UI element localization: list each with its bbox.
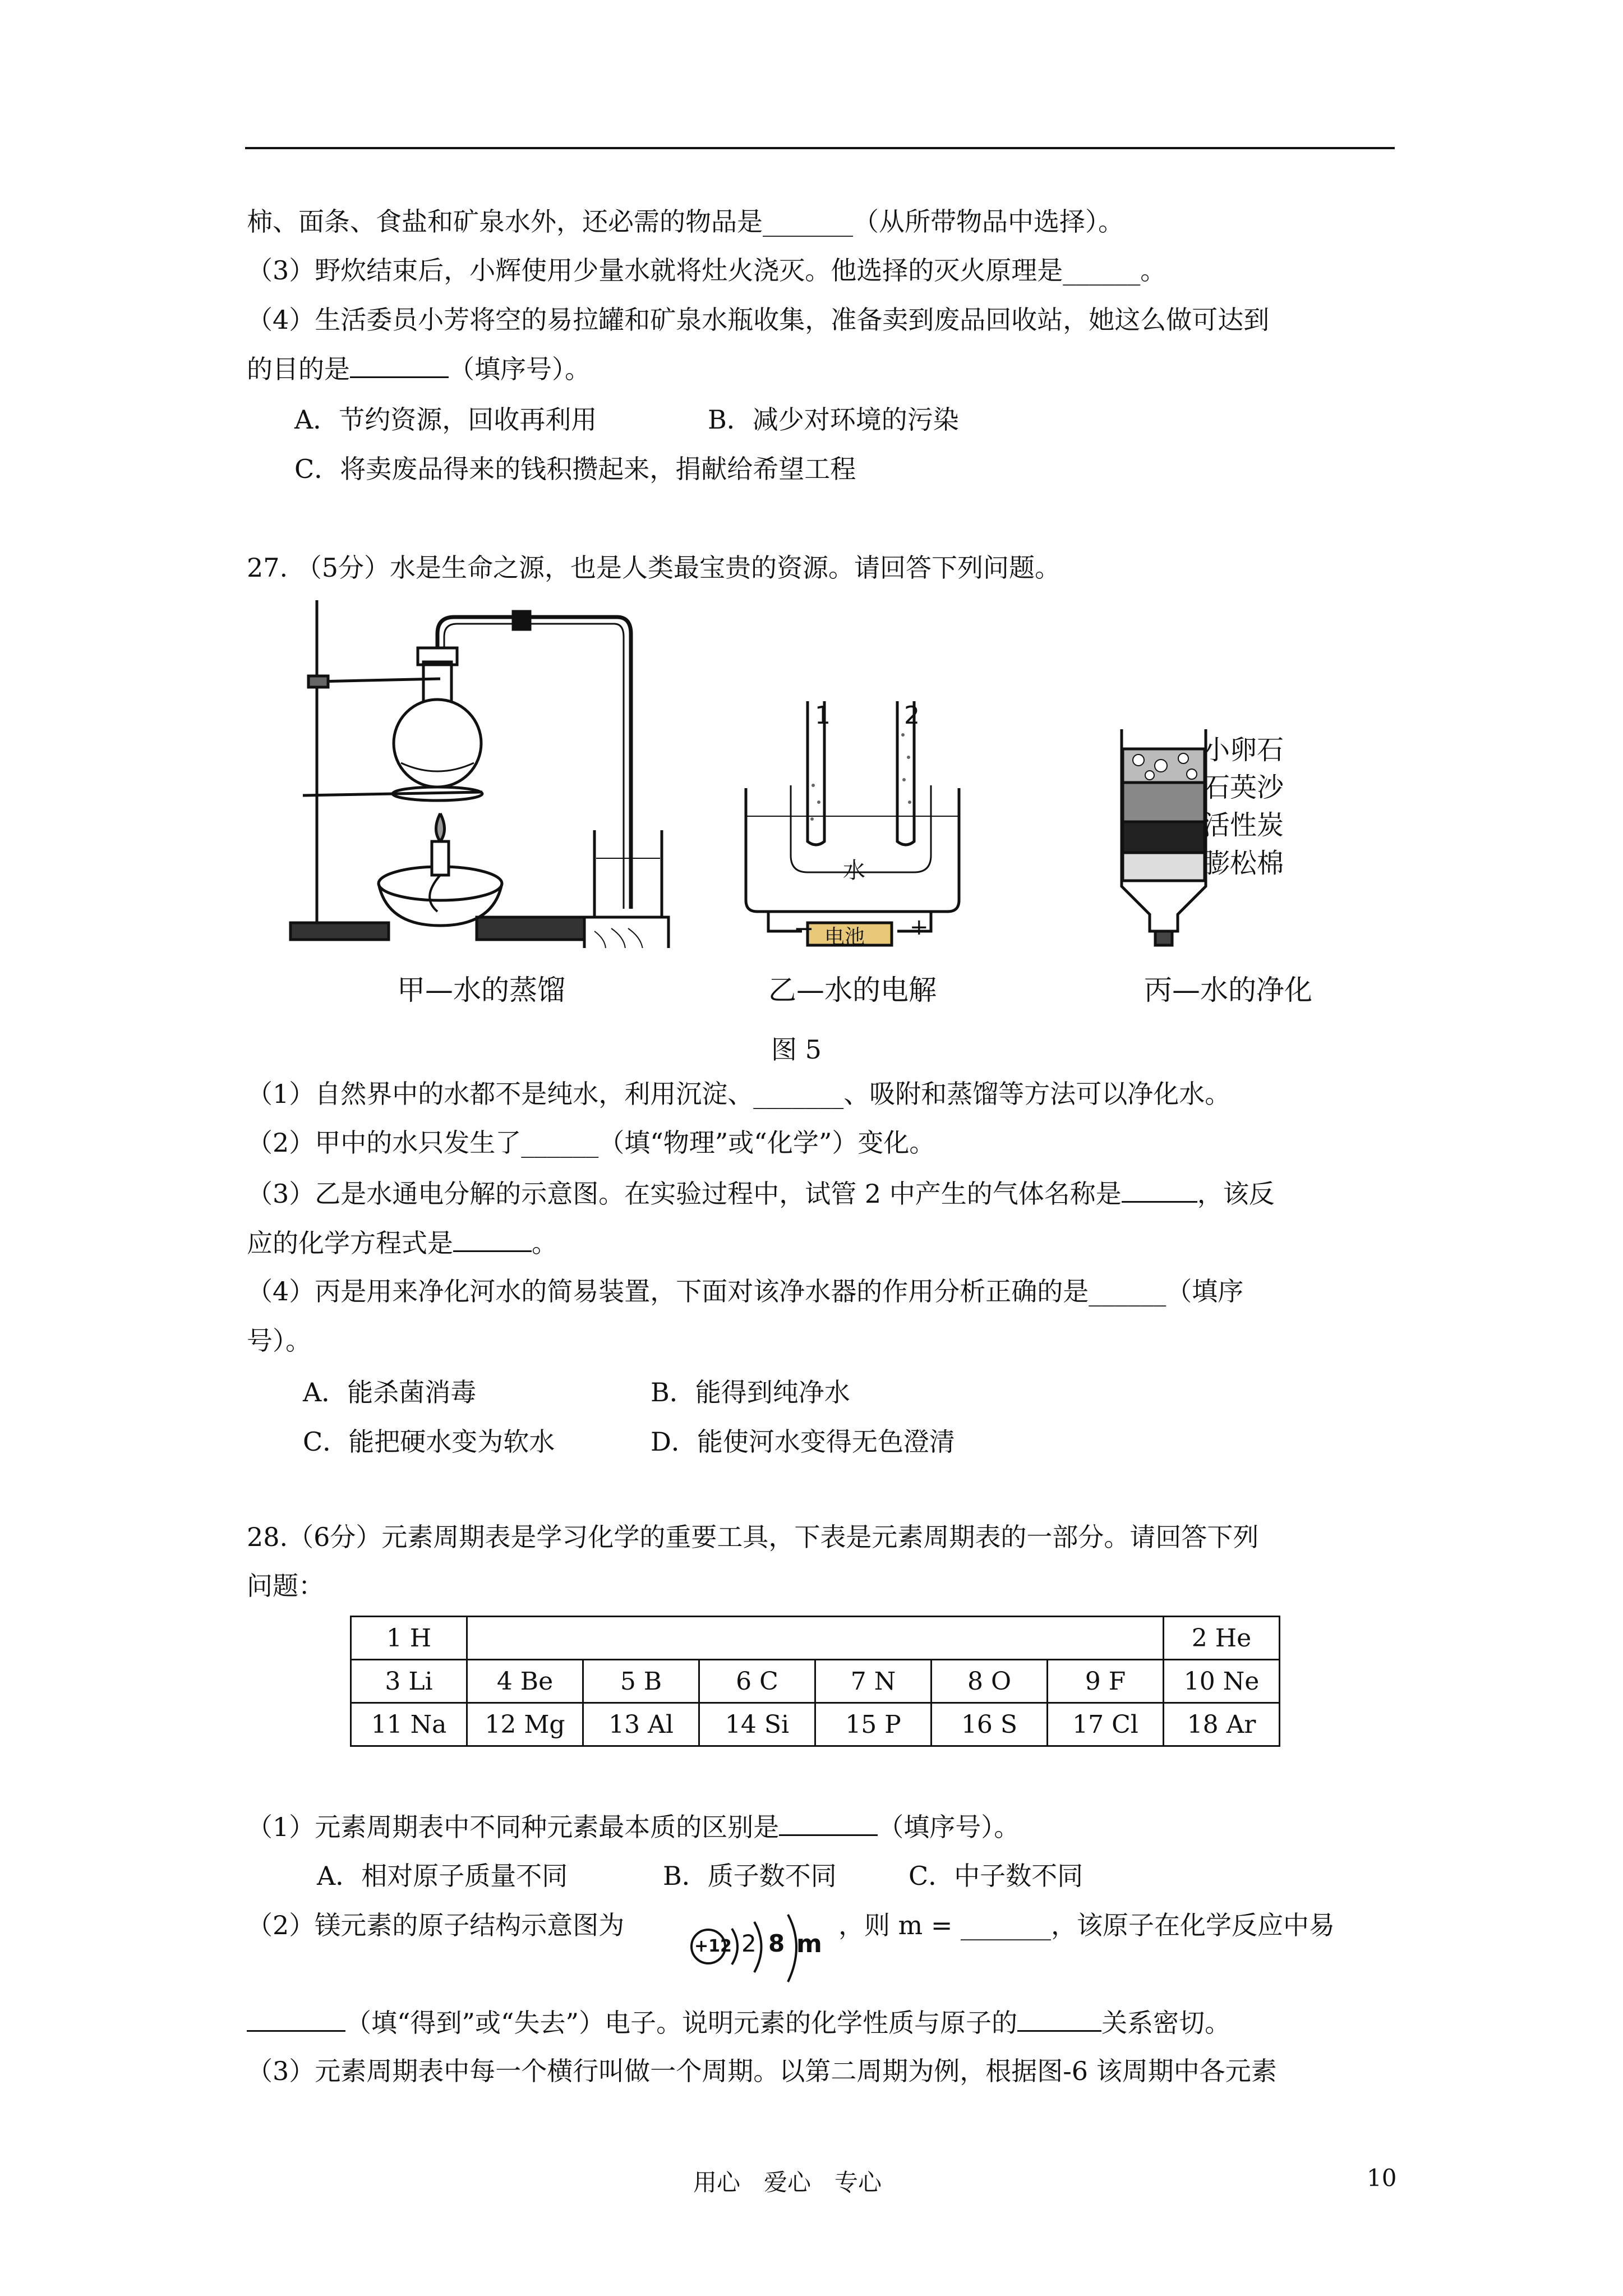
text-line (247, 2005, 1230, 2040)
text-line (247, 1176, 1275, 1211)
text-line (247, 1810, 1020, 1844)
filter-layer-label: 小卵石 (1203, 734, 1284, 766)
answer-blank (350, 352, 449, 378)
table-row (351, 1703, 1280, 1746)
text-fragment: （填“得到”或“失去”）电子。说明元素的化学性质与原子的 (345, 2008, 1018, 2038)
option-a: A．相对原子质量不同 (317, 1861, 568, 1891)
battery-minus-label: − (794, 914, 814, 943)
footer-text: 用心 爱心 专心 (693, 2169, 882, 2196)
text-line: ，则 m = _______，该原子在化学反应中易 (838, 1910, 1335, 1940)
answer-blank (1122, 1176, 1197, 1203)
table-cell: 17 Cl (1048, 1703, 1164, 1746)
text-line: 问题： (247, 1571, 324, 1601)
question-27-stem: 27. （5分）水是生命之源，也是人类最宝贵的资源。请回答下列问题。 (247, 553, 1061, 583)
table-cell: 18 Ar (1164, 1703, 1280, 1746)
filter-layer-label: 活性炭 (1203, 809, 1284, 841)
option-b: B．质子数不同 (663, 1861, 837, 1891)
table-cell: 11 Na (351, 1703, 467, 1746)
table-cell: 15 P (815, 1703, 932, 1746)
electrolysis-apparatus-figure (735, 701, 965, 948)
table-cell: 5 B (583, 1660, 699, 1703)
text-line: 柿、面条、食盐和矿泉水外，还必需的物品是_______（从所带物品中选择）。 (247, 206, 1124, 237)
option-c: C．中子数不同 (909, 1861, 1083, 1891)
table-cell: 4 Be (467, 1660, 583, 1703)
text-fragment: ，该反 (1197, 1179, 1275, 1209)
text-line: （3）元素周期表中每一个横行叫做一个周期。以第二周期为例，根据图-6 该周期中各元素 (247, 2056, 1277, 2086)
text-fragment: 的目的是 (247, 354, 350, 384)
figure-caption: 图 5 (771, 1034, 822, 1065)
table-cell: 9 F (1048, 1660, 1164, 1703)
table-cell: 12 Mg (467, 1703, 583, 1746)
figure-label-distillation: 甲—水的蒸馏 (397, 974, 565, 1006)
option-b: B．减少对环境的污染 (708, 404, 959, 435)
table-cell: 8 O (932, 1660, 1048, 1703)
text-line: （2）镁元素的原子结构示意图为 (247, 1910, 625, 1940)
table-cell: 3 Li (351, 1660, 467, 1703)
answer-blank (1017, 2005, 1101, 2032)
question-28-stem: 28.（6分）元素周期表是学习化学的重要工具，下表是元素周期表的一部分。请回答下列 (247, 1522, 1259, 1552)
atom-shell-label: 2 (741, 1930, 757, 1957)
page-number: 10 (1367, 2164, 1397, 2192)
option-a: A．节约资源，回收再利用 (294, 404, 597, 435)
option-c: C．能把硬水变为软水 (303, 1427, 555, 1457)
table-cell-empty (467, 1617, 1164, 1660)
text-line (247, 352, 591, 386)
text-fragment: 关系密切。 (1101, 2008, 1231, 2038)
periodic-table (350, 1616, 1280, 1747)
option-d: D．能使河水变得无色澄清 (651, 1427, 955, 1457)
filter-layer-label: 膨松棉 (1203, 848, 1284, 879)
text-line: 号）。 (247, 1326, 311, 1356)
answer-blank (247, 2005, 345, 2032)
text-fragment: （1）元素周期表中不同种元素最本质的区别是 (247, 1812, 780, 1842)
figure-label-electrolysis: 乙—水的电解 (768, 974, 937, 1006)
text-line: （2）甲中的水只发生了______（填“物理”或“化学”）变化。 (247, 1128, 935, 1158)
table-cell: 7 N (815, 1660, 932, 1703)
text-fragment: （填序号）。 (449, 354, 591, 384)
table-cell: 14 Si (699, 1703, 815, 1746)
answer-blank (453, 1226, 532, 1252)
option-b: B．能得到纯净水 (651, 1377, 850, 1407)
text-fragment: 应的化学方程式是 (247, 1228, 453, 1258)
table-cell: 16 S (932, 1703, 1048, 1746)
tube-1-label: 1 (815, 701, 831, 730)
battery-label: 电池 (824, 926, 865, 949)
answer-blank (779, 1810, 878, 1836)
figure-label-purification: 丙—水的净化 (1144, 974, 1312, 1006)
table-row (351, 1617, 1280, 1660)
table-cell: 13 Al (583, 1703, 699, 1746)
text-line: （4）丙是用来净化河水的简易装置，下面对该净水器的作用分析正确的是______（填序 (247, 1276, 1244, 1306)
text-fragment: （填序号）。 (878, 1812, 1020, 1842)
table-row (351, 1660, 1280, 1703)
header-rule (245, 147, 1395, 149)
text-line: （4）生活委员小芳将空的易拉罐和矿泉水瓶收集，准备卖到废品回收站，她这么做可达到 (247, 305, 1270, 335)
text-line: （1）自然界中的水都不是纯水，利用沉淀、_______、吸附和蒸馏等方法可以净化水。 (247, 1079, 1231, 1109)
text-line: （3）野炊结束后，小辉使用少量水就将灶火浇灭。他选择的灭火原理是______。 (247, 255, 1166, 286)
option-c: C．将卖废品得来的钱积攒起来，捐献给希望工程 (294, 454, 856, 484)
filter-layer-label: 石英沙 (1203, 772, 1284, 803)
text-fragment: （3）乙是水通电分解的示意图。在实验过程中，试管 2 中产生的气体名称是 (247, 1179, 1122, 1209)
atom-shell-label: 8 (768, 1930, 785, 1957)
table-cell: 1 H (351, 1617, 467, 1660)
table-cell: 2 He (1164, 1617, 1280, 1660)
distillation-apparatus-figure (280, 595, 684, 948)
text-line (247, 1226, 557, 1260)
text-fragment: 。 (532, 1228, 557, 1258)
tube-2-label: 2 (904, 701, 920, 730)
atom-nucleus-label: +12 (694, 1936, 732, 1956)
water-label: 水 (843, 858, 865, 884)
battery-plus-label: + (910, 914, 929, 940)
table-cell: 6 C (699, 1660, 815, 1703)
option-a: A．能杀菌消毒 (303, 1377, 477, 1407)
atom-shell-label: m (796, 1930, 822, 1958)
table-cell: 10 Ne (1164, 1660, 1280, 1703)
